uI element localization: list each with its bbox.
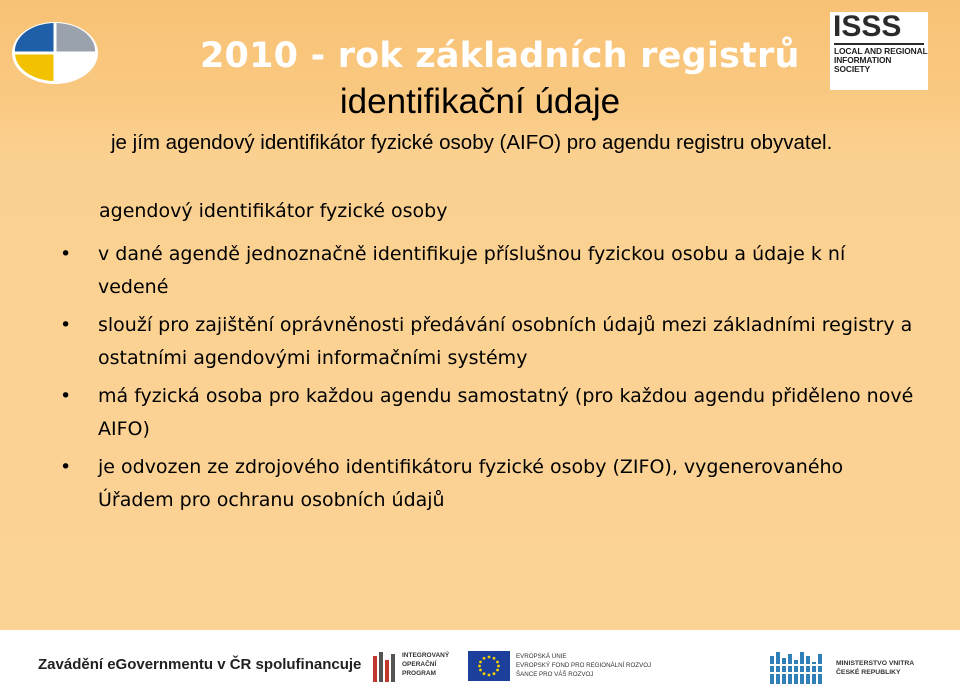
ministry-logo [770,650,940,688]
subheading: agendový identifikátor fyzické osoby [99,200,448,222]
ministry-grid-icon [770,650,828,686]
eu-line-1: EVROPSKÁ UNIE [516,653,567,660]
bullet-icon: • [60,243,72,265]
iop-line-3: PROGRAM [402,670,436,677]
list-item: • má fyzická osoba pro každou agendu samostatný (pro každou agendu přiděleno nové AIFO) [60,380,920,446]
intro-text-content: je jím agendový identifikátor fyzické osoby (AIFO) pro agendu registru obyvatel. [111,131,833,154]
circle-quadrant-logo-icon [8,18,102,88]
eu-line-2: EVROPSKÝ FOND PRO REGIONÁLNÍ ROZVOJ [516,662,652,669]
eu-logo [468,648,652,688]
bullet-list [60,238,920,522]
eu-flag-icon [468,651,510,681]
iop-line-2: OPERAČNÍ [402,661,437,668]
intro-text [97,128,917,158]
list-item: • je odvozen ze zdrojového identifikátoru fyzické osoby (ZIFO), vygenerovaného Úřadem pro ochranu osobních údajů [60,451,920,517]
iop-bars-icon [372,650,398,684]
list-item: • slouží pro zajištění oprávněnosti předávání osobních údajů mezi základními registry a ostatními agendovými informačními systémy [60,309,920,375]
ministry-line-1: MINISTERSTVO VNITRA [836,660,915,667]
bullet-icon: • [60,385,72,407]
banner-title: 2010 - rok základních registrů [200,36,800,76]
isss-divider [834,43,924,45]
isss-line-2: INFORMATION SOCIETY [834,55,892,74]
footer-cofinance-text: Zavádění eGovernmentu v ČR spolufinancuje [38,656,362,673]
isss-logo [830,12,928,90]
list-item: • v dané agendě jednoznačně identifikuje příslušnou fyzickou osobu a údaje k ní vedené [60,238,920,304]
ministry-line-2: ČESKÉ REPUBLIKY [836,669,901,676]
isss-brand: ISSS [833,10,902,43]
iop-logo [372,650,462,686]
iop-line-1: INTEGROVANÝ [402,652,450,659]
bullet-icon: • [60,314,72,336]
isss-line-1: LOCAL AND REGIONAL [834,46,928,56]
slide-title: identifikační údaje [339,82,621,121]
eu-line-3: ŠANCE PRO VÁŠ ROZVOJ [516,671,594,678]
bullet-icon: • [60,456,72,478]
